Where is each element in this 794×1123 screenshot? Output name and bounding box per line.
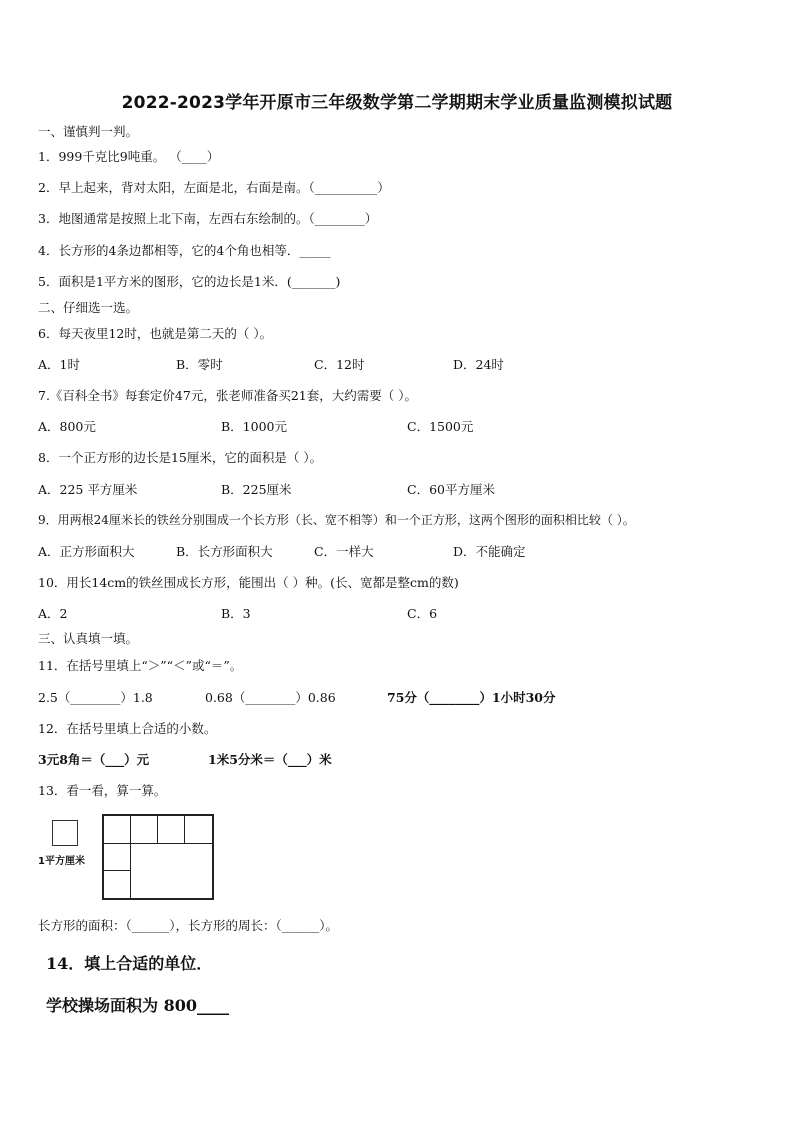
question-11-item-3: 75分（________）1小时30分: [387, 690, 556, 705]
question-8-option-c: C．60平方厘米: [407, 482, 495, 497]
question-7-option-b: B．1000元: [221, 419, 287, 434]
grid-cell: [131, 816, 158, 844]
question-14-item: 学校操场面积为 800____: [46, 996, 229, 1015]
question-8-option-a: A．225 平方厘米: [38, 482, 138, 497]
question-11-item-1: 2.5（________）1.8: [38, 690, 153, 705]
question-13: 13．看一看，算一算。: [38, 783, 167, 798]
question-10: 10．用长14cm的铁丝围成长方形，能围出（ ）种。(长、宽都是整cm的数): [38, 575, 459, 590]
grid-cell: [104, 871, 131, 898]
grid-cell: [104, 816, 131, 844]
question-7: 7.《百科全书》每套定价47元，张老师准备买21套，大约需要（ ）。: [38, 388, 417, 403]
question-11-item-2: 0.68（________）0.86: [205, 690, 336, 705]
question-9: 9．用两根24厘米长的铁丝分别围成一个长方形（长、宽不相等）和一个正方形，这两个图形的面积相比较（ ）。: [38, 513, 635, 527]
section-3-heading: 三、认真填一填。: [38, 631, 139, 646]
question-9-option-a: A．正方形面积大: [38, 544, 135, 559]
unit-square-label: 1平方厘米: [38, 856, 85, 867]
question-6: 6．每天夜里12时，也就是第二天的（ ）。: [38, 326, 273, 341]
question-10-option-c: C．6: [407, 606, 438, 621]
question-2: 2．早上起来，背对太阳，左面是北，右面是南。（__________）: [38, 180, 390, 195]
question-5: 5．面积是1平方米的图形，它的边长是1米．(_______): [38, 274, 341, 289]
question-9-option-b: B．长方形面积大: [176, 544, 273, 559]
question-10-option-b: B．3: [221, 606, 251, 621]
grid-cell: [185, 816, 212, 844]
question-6-option-d: D．24时: [453, 357, 504, 372]
unit-square: [52, 820, 78, 846]
question-6-option-b: B．零时: [176, 357, 223, 372]
question-8-option-b: B．225厘米: [221, 482, 292, 497]
question-12-item-2: 1米5分米＝（___）米: [208, 752, 332, 767]
question-8: 8．一个正方形的边长是15厘米，它的面积是（ ）。: [38, 450, 323, 465]
grid-cell: [104, 844, 131, 871]
grid-cell: [158, 816, 185, 844]
question-7-option-a: A．800元: [38, 419, 96, 434]
question-11: 11．在括号里填上“＞”“＜”或“＝”。: [38, 658, 243, 673]
page-title: 2022-2023学年开原市三年级数学第二学期期末学业质量监测模拟试题: [121, 93, 673, 113]
section-2-heading: 二、仔细选一选。: [38, 300, 139, 315]
question-9-option-c: C．一样大: [314, 544, 374, 559]
question-3: 3．地图通常是按照上北下南，左西右东绘制的。（________）: [38, 211, 378, 226]
section-1-heading: 一、谨慎判一判。: [38, 124, 139, 139]
rectangle-figure: [102, 814, 214, 900]
question-12: 12．在括号里填上合适的小数。: [38, 721, 217, 736]
question-1: 1．999千克比9吨重。 （____）: [38, 149, 220, 164]
question-12-item-1: 3元8角＝（___）元: [38, 752, 150, 767]
question-7-option-c: C．1500元: [407, 419, 474, 434]
question-6-option-c: C．12时: [314, 357, 365, 372]
question-4: 4．长方形的4条边都相等，它的4个角也相等．_____: [38, 243, 331, 258]
question-14: 14．填上合适的单位．: [46, 954, 213, 973]
question-6-option-a: A．1时: [38, 357, 80, 372]
question-9-option-d: D．不能确定: [453, 544, 526, 559]
question-13-answer: 长方形的面积：（______），长方形的周长：（______）。: [38, 918, 339, 933]
question-10-option-a: A．2: [38, 606, 68, 621]
